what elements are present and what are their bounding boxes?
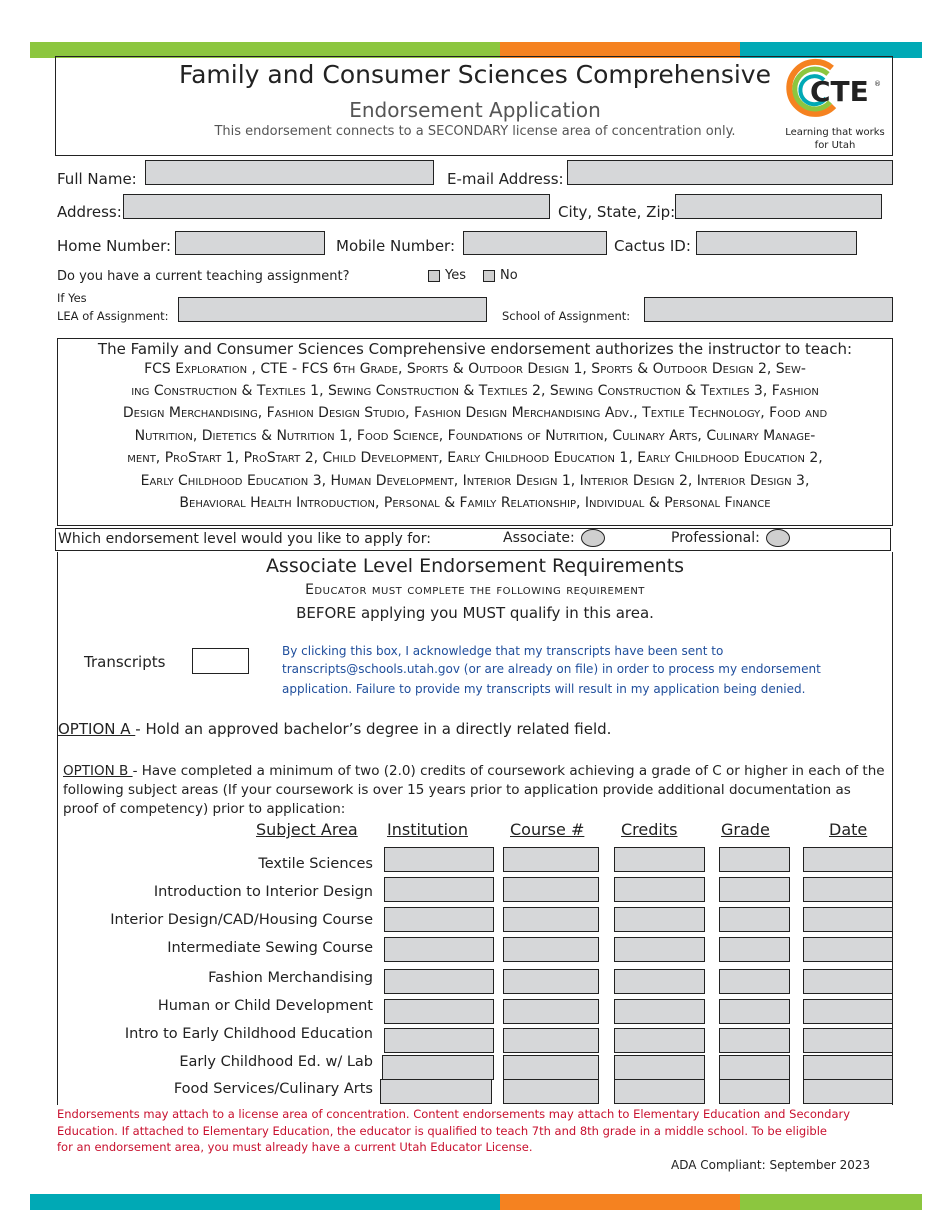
associate-option[interactable] [503, 529, 605, 547]
row2-date[interactable] [803, 877, 893, 902]
row7-institution[interactable] [384, 1028, 494, 1053]
page-subtitle: Endorsement Application [349, 98, 601, 122]
header-grade: Grade [721, 820, 770, 839]
option-b-text: - Have completed a minimum of two (2.0) credits of coursework achieving a grade of C or higher in each of the following subject areas (If your coursework is over 15 years prior to application provide additional documentation as proof of competency) prior to application: [63, 763, 885, 817]
subject-human-child-development: Human or Child Development [157, 998, 373, 1014]
teaching-question: Do you have a current teaching assignment? [57, 269, 350, 284]
row5-grade[interactable] [719, 969, 790, 994]
row4-grade[interactable] [719, 937, 790, 962]
option-b [63, 762, 887, 819]
no-label: No [500, 268, 518, 283]
professional-option[interactable] [671, 529, 790, 547]
row9-course[interactable] [503, 1079, 599, 1104]
row5-credits[interactable] [614, 969, 705, 994]
row6-date[interactable] [803, 999, 893, 1024]
address-label: Address: [57, 203, 122, 221]
row1-date[interactable] [803, 847, 893, 872]
lea-label: LEA of Assignment: [57, 309, 169, 323]
cactus-id-label: Cactus ID: [614, 237, 691, 255]
professional-radio[interactable] [766, 529, 790, 547]
cte-logo [780, 58, 890, 154]
bottom-bar-green [740, 1194, 922, 1210]
row3-credits[interactable] [614, 907, 705, 932]
home-number-field[interactable] [175, 231, 325, 255]
no-option[interactable] [483, 268, 518, 283]
course-line-1: FCS Exploration , CTE - FCS 6th Grade, Sports & Outdoor Design 1, Sports & Outdoor Design 2, Sew- [144, 361, 806, 377]
row7-course[interactable] [503, 1028, 599, 1053]
professional-label: Professional: [671, 530, 760, 546]
row9-grade[interactable] [719, 1079, 790, 1104]
school-field[interactable] [644, 297, 893, 322]
email-label: E-mail Address: [447, 170, 564, 188]
city-state-zip-label: City, State, Zip: [558, 203, 676, 221]
transcripts-note-3: application. Failure to provide my transcripts will result in my application being denied. [282, 682, 806, 696]
option-b-label: OPTION B [63, 763, 133, 779]
row6-credits[interactable] [614, 999, 705, 1024]
row8-grade[interactable] [719, 1055, 790, 1080]
row4-course[interactable] [503, 937, 599, 962]
footer-note-1: Endorsements may attach to a license area of concentration. Content endorsements may attach to Elementary Education and Secondary [57, 1107, 851, 1121]
requirements-subtitle: Educator must complete the following requirement [305, 582, 645, 598]
school-label: School of Assignment: [502, 309, 631, 323]
subject-early-childhood-lab: Early Childhood Ed. w/ Lab [179, 1054, 373, 1070]
subject-intermediate-sewing: Intermediate Sewing Course [167, 940, 373, 956]
row4-institution[interactable] [384, 937, 494, 962]
header-institution: Institution [387, 820, 468, 839]
course-line-4: Nutrition, Dietetics & Nutrition 1, Food Science, Foundations of Nutrition, Culinary Arts, Culinary Manage- [134, 428, 816, 444]
course-line-3: Design Merchandising, Fashion Design Studio, Fashion Design Merchandising Adv., Textile Technology, Food and [122, 405, 828, 421]
bottom-bar-teal [30, 1194, 500, 1210]
full-name-label: Full Name: [57, 170, 137, 188]
row8-date[interactable] [803, 1055, 893, 1080]
course-line-2: ing Construction & Textiles 1, Sewing Construction & Textiles 2, Sewing Construction & Textiles 3, Fashion [131, 383, 819, 399]
row8-institution[interactable] [382, 1055, 494, 1080]
option-a-label: OPTION A [58, 720, 136, 738]
row3-date[interactable] [803, 907, 893, 932]
transcripts-note-2: transcripts@schools.utah.gov (or are already on file) in order to process my endorsement [282, 662, 821, 676]
yes-label: Yes [445, 268, 466, 283]
cte-logo-registered: ® [874, 80, 881, 88]
cte-tagline-1: Learning that works [785, 127, 885, 138]
authorization-intro: The Family and Consumer Sciences Comprehensive endorsement authorizes the instructor to teach: [97, 340, 853, 358]
requirements-title: Associate Level Endorsement Requirements [265, 555, 685, 577]
requirements-before: BEFORE applying you MUST qualify in this area. [296, 604, 654, 622]
cte-tagline-2: for Utah [814, 140, 856, 151]
transcripts-label: Transcripts [84, 653, 166, 671]
page-title: Family and Consumer Sciences Comprehensive [179, 60, 771, 89]
option-a [58, 720, 611, 738]
transcripts-checkbox[interactable] [192, 648, 249, 674]
cactus-id-field[interactable] [696, 231, 857, 255]
bottom-bar-orange [500, 1194, 740, 1210]
cte-logo-text: CTE [810, 75, 869, 108]
row5-date[interactable] [803, 969, 893, 994]
mobile-number-field[interactable] [463, 231, 607, 255]
row3-institution[interactable] [384, 907, 494, 932]
row2-institution[interactable] [384, 877, 494, 902]
row5-course[interactable] [503, 969, 599, 994]
row9-institution[interactable] [380, 1079, 492, 1104]
row1-institution[interactable] [384, 847, 494, 872]
lea-field[interactable] [178, 297, 487, 322]
mobile-number-label: Mobile Number: [336, 237, 456, 255]
subject-fashion-merchandising: Fashion Merchandising [208, 970, 373, 986]
yes-checkbox[interactable] [428, 270, 440, 282]
row4-date[interactable] [803, 937, 893, 962]
row1-course[interactable] [503, 847, 599, 872]
address-field[interactable] [123, 194, 550, 219]
home-number-label: Home Number: [57, 237, 172, 255]
course-line-6: Early Childhood Education 3, Human Development, Interior Design 1, Interior Design 2, Interior Design 3, [140, 473, 810, 489]
row7-grade[interactable] [719, 1028, 790, 1053]
option-a-text: - Hold an approved bachelor’s degree in a directly related field. [135, 720, 612, 738]
header-note: This endorsement connects to a SECONDARY license area of concentration only. [214, 124, 736, 139]
level-question: Which endorsement level would you like to apply for: [58, 531, 431, 547]
row5-institution[interactable] [384, 969, 494, 994]
footer-note-3: for an endorsement area, you must already have a current Utah Educator License. [57, 1140, 533, 1154]
row8-credits[interactable] [614, 1055, 705, 1080]
header-course: Course # [510, 820, 585, 839]
if-yes-label: If Yes [57, 291, 87, 305]
row3-grade[interactable] [719, 907, 790, 932]
no-checkbox[interactable] [483, 270, 495, 282]
row3-course[interactable] [503, 907, 599, 932]
course-line-5: ment, ProStart 1, ProStart 2, Child Development, Early Childhood Education 1, Early Childhood Education 2, [127, 450, 823, 466]
ada-compliance: ADA Compliant: September 2023 [671, 1158, 871, 1172]
associate-radio[interactable] [581, 529, 605, 547]
row4-credits[interactable] [614, 937, 705, 962]
row1-credits[interactable] [614, 847, 705, 872]
row6-institution[interactable] [384, 999, 494, 1024]
city-state-zip-field[interactable] [675, 194, 882, 219]
row6-grade[interactable] [719, 999, 790, 1024]
row1-grade[interactable] [719, 847, 790, 872]
email-field[interactable] [567, 160, 893, 185]
row8-course[interactable] [503, 1055, 599, 1080]
row2-grade[interactable] [719, 877, 790, 902]
row2-course[interactable] [503, 877, 599, 902]
header-credits: Credits [621, 820, 678, 839]
associate-label: Associate: [503, 530, 575, 546]
subject-intro-interior-design: Introduction to Interior Design [153, 884, 373, 900]
full-name-field[interactable] [145, 160, 434, 185]
row6-course[interactable] [503, 999, 599, 1024]
row2-credits[interactable] [614, 877, 705, 902]
subject-food-services-culinary: Food Services/Culinary Arts [173, 1081, 373, 1097]
header-date: Date [829, 820, 868, 839]
footer-note-2: Education. If attached to Elementary Education, the educator is qualified to teach 7th and 8th grade in a middle school. To be eligible [57, 1124, 827, 1138]
header-subject-area: Subject Area [256, 820, 358, 839]
row9-date[interactable] [803, 1079, 893, 1104]
subject-intro-early-childhood: Intro to Early Childhood Education [124, 1026, 373, 1042]
yes-option[interactable] [428, 268, 466, 283]
subject-interior-design-cad: Interior Design/CAD/Housing Course [110, 912, 373, 928]
subject-textile-sciences: Textile Sciences [258, 856, 373, 872]
course-line-7: Behavioral Health Introduction, Personal & Family Relationship, Individual & Personal Finance [179, 495, 771, 511]
row9-credits[interactable] [614, 1079, 705, 1104]
transcripts-note-1: By clicking this box, I acknowledge that my transcripts have been sent to [282, 644, 724, 658]
row7-date[interactable] [803, 1028, 893, 1053]
row7-credits[interactable] [614, 1028, 705, 1053]
